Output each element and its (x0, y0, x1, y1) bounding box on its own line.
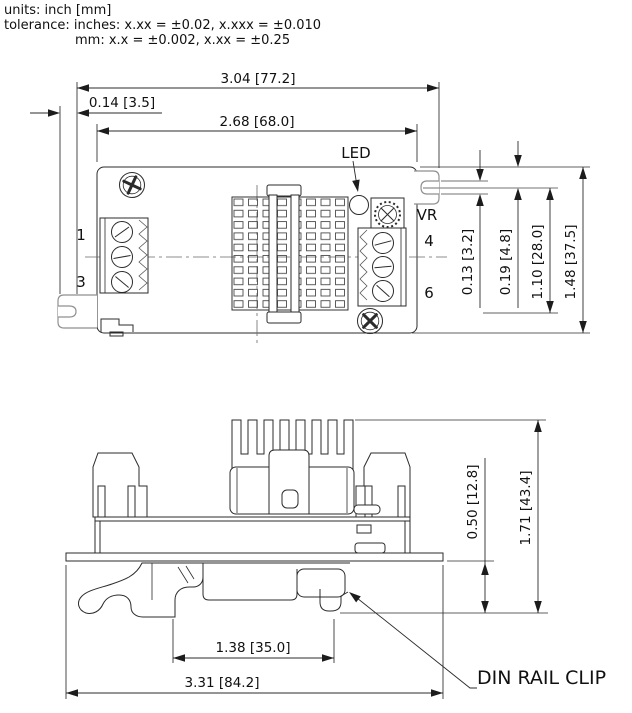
dim-side-overall-width (66, 675, 443, 697)
mount-screw-top-left (120, 173, 145, 198)
led-label: LED (341, 144, 371, 162)
output-terminal-block (358, 228, 406, 306)
dim-tab-slot-width (460, 150, 484, 308)
top-view (30, 71, 590, 347)
dim-clip-depth (465, 458, 489, 613)
dim-mount-tab-depth (30, 95, 162, 117)
tolerance-note-inches: tolerance: inches: x.xx = ±0.02, x.xxx = ±0.010 (4, 18, 322, 33)
dim-side-overall-width-text: 3.31 [84.2] (184, 675, 260, 691)
side-view (66, 420, 606, 699)
din-rail-clip-label: DIN RAIL CLIP (477, 667, 607, 689)
input-terminal-side (93, 453, 147, 517)
clip-spring-arm (79, 563, 203, 617)
vr-potentiometer (371, 198, 404, 231)
terminal-4-label: 4 (424, 232, 434, 250)
clip-middle (203, 563, 297, 600)
dim-rail-width (173, 640, 334, 662)
dim-case-width-text: 2.68 [68.0] (219, 114, 295, 130)
heatsink-clamp-top (267, 185, 301, 196)
heatsink-clamp-bar (269, 195, 277, 313)
side-connector (355, 543, 385, 553)
input-terminal-block (100, 218, 148, 293)
dim-overall-width-text: 3.04 [77.2] (220, 71, 296, 87)
dim-tab-slot-offset (498, 141, 522, 308)
dim-tab-slot-offset-text: 0.19 [4.8] (498, 228, 514, 296)
dim-overall-width (77, 71, 439, 92)
din-rail-clip (79, 563, 350, 617)
terminal-1-label: 1 (76, 226, 86, 244)
heatsink-top (232, 185, 348, 323)
component-clamp (269, 450, 309, 514)
mount-screw-bottom-right (357, 308, 382, 333)
vr-label: VR (416, 206, 438, 224)
din-rail-clip-callout (347, 589, 606, 689)
base-plate (66, 553, 443, 561)
dim-overall-height-text: 1.71 [43.4] (518, 470, 534, 546)
dim-case-depth (563, 167, 587, 333)
dim-tab-slot-width-text: 0.13 [3.2] (460, 228, 476, 296)
terminal-6-label: 6 (424, 284, 434, 302)
drawing-notes (4, 3, 321, 48)
side-detail-box (357, 525, 371, 533)
heatsink-clamp-bar (291, 195, 299, 313)
pcb-and-chassis (66, 517, 443, 561)
dim-mount-tab-depth-text: 0.14 [3.5] (88, 95, 156, 111)
dim-case-depth-text: 1.48 [37.5] (563, 224, 579, 300)
dim-rail-width-text: 1.38 [35.0] (215, 640, 291, 656)
dim-overall-height (518, 420, 542, 613)
terminal-3-label: 3 (76, 273, 86, 291)
power-component (230, 450, 354, 514)
heatsink-clamp-bottom (267, 312, 301, 323)
left-mount-tab (58, 295, 97, 328)
dim-clip-depth-text: 0.50 [12.8] (465, 464, 481, 540)
tolerance-note-mm: mm: x.x = ±0.002, x.xx = ±0.25 (75, 33, 291, 48)
dim-case-width (97, 114, 417, 135)
dim-rail-to-bottom (530, 188, 554, 313)
right-mount-tab (414, 171, 558, 204)
clip-release-tab (297, 569, 345, 597)
units-note: units: inch [mm] (4, 3, 112, 18)
output-terminal-side (354, 453, 410, 517)
dim-rail-to-bottom-text: 1.10 [28.0] (530, 224, 546, 300)
